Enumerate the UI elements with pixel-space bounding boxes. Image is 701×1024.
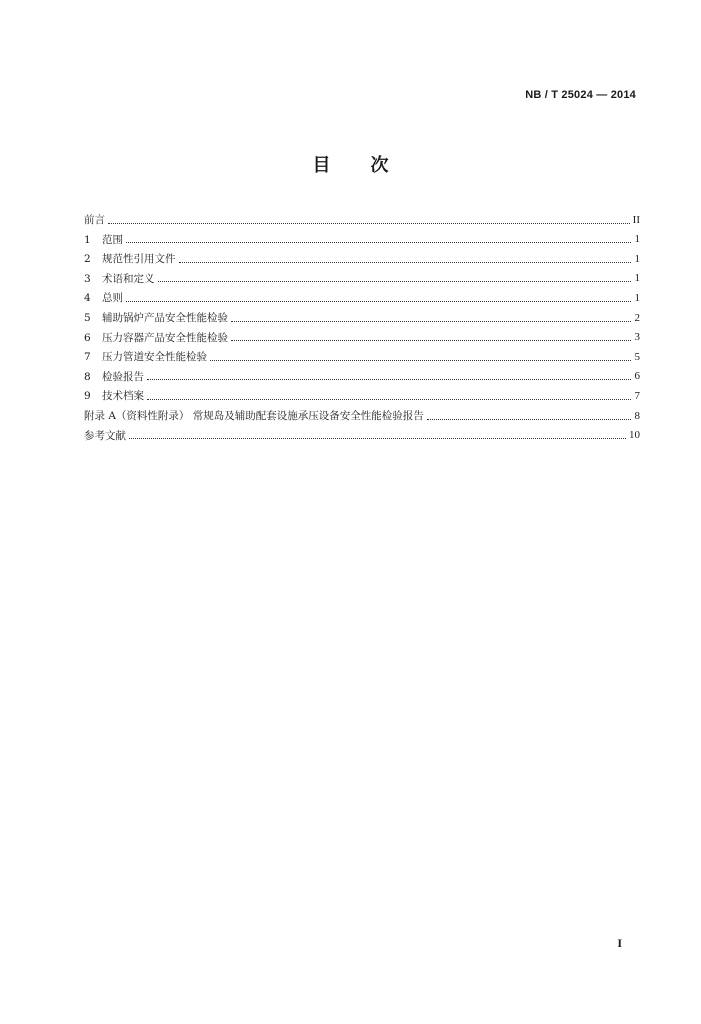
toc-entry-title: 压力管道安全性能检验: [102, 351, 207, 364]
toc-entry-title: 附录 A（资料性附录） 常规岛及辅助配套设施承压设备安全性能检验报告: [84, 410, 424, 423]
toc-entry-9[interactable]: [84, 382, 640, 402]
toc-entry-title: 规范性引用文件: [102, 253, 176, 266]
toc-entry-title: 前言: [84, 214, 105, 227]
toc-entry-page: 1: [634, 252, 640, 265]
toc-leader-dots: [126, 241, 631, 243]
toc-entry-number: 4: [84, 292, 91, 305]
toc-entry-page: 7: [634, 389, 640, 402]
toc-leader-dots: [158, 280, 632, 282]
toc-entry-number: 1: [84, 233, 91, 246]
toc-entry-title: 范围: [102, 233, 123, 246]
toc-leader-dots: [231, 320, 631, 322]
toc-leader-dots: [129, 437, 626, 439]
toc-entry-page: 1: [634, 291, 640, 304]
toc-entry-number: 5: [84, 312, 91, 325]
toc-entry-number: 9: [84, 390, 91, 403]
toc-leader-dots: [126, 300, 631, 302]
toc-entry-page: 1: [634, 233, 640, 246]
toc-leader-dots: [147, 378, 631, 380]
toc-entry-references[interactable]: [84, 422, 640, 442]
toc-entry-4[interactable]: [84, 284, 640, 304]
toc-entry-number: 8: [84, 370, 91, 383]
toc-entry-page: 10: [629, 429, 640, 442]
toc-leader-dots: [108, 222, 630, 224]
toc-entry-page: II: [632, 213, 640, 226]
standard-code: NB / T 25024 — 2014: [525, 89, 636, 101]
toc-entry-title: 参考文献: [84, 429, 126, 442]
toc-entry-2[interactable]: [84, 245, 640, 265]
toc-entry-5[interactable]: [84, 304, 640, 324]
toc-entry-number: 3: [84, 272, 91, 285]
toc-leader-dots: [210, 359, 631, 361]
toc-entry-title: 检验报告: [102, 370, 144, 383]
toc-entry-3[interactable]: [84, 265, 640, 285]
toc-entry-1[interactable]: [84, 226, 640, 246]
toc-entry-number: 2: [84, 253, 91, 266]
toc-leader-dots: [231, 339, 631, 341]
toc-leader-dots: [427, 418, 631, 420]
toc-entry-6[interactable]: [84, 324, 640, 344]
page-title: [0, 151, 701, 177]
toc-entry-7[interactable]: [84, 343, 640, 363]
toc-entry-appendix-a[interactable]: [84, 402, 640, 422]
toc-entry-foreword[interactable]: [84, 206, 640, 226]
page-title-char-1: 目: [312, 155, 331, 176]
toc-entry-page: 2: [634, 311, 640, 324]
toc-entry-page: 6: [634, 370, 640, 383]
table-of-contents: [84, 206, 640, 441]
toc-entry-page: 8: [634, 409, 640, 422]
toc-leader-dots: [179, 261, 632, 263]
toc-entry-title: 总则: [102, 292, 123, 305]
toc-entry-page: 5: [634, 350, 640, 363]
toc-entry-8[interactable]: [84, 363, 640, 383]
toc-entry-title: 辅助锅炉产品安全性能检验: [102, 312, 228, 325]
page-title-char-2: 次: [370, 155, 389, 176]
page-number: I: [617, 936, 622, 950]
toc-entry-number: 7: [84, 351, 91, 364]
toc-entry-number: 6: [84, 331, 91, 344]
toc-entry-title: 技术档案: [102, 390, 144, 403]
toc-entry-page: 3: [634, 331, 640, 344]
toc-entry-page: 1: [634, 272, 640, 285]
toc-leader-dots: [147, 398, 631, 400]
toc-entry-title: 压力容器产品安全性能检验: [102, 331, 228, 344]
toc-entry-title: 术语和定义: [102, 272, 155, 285]
